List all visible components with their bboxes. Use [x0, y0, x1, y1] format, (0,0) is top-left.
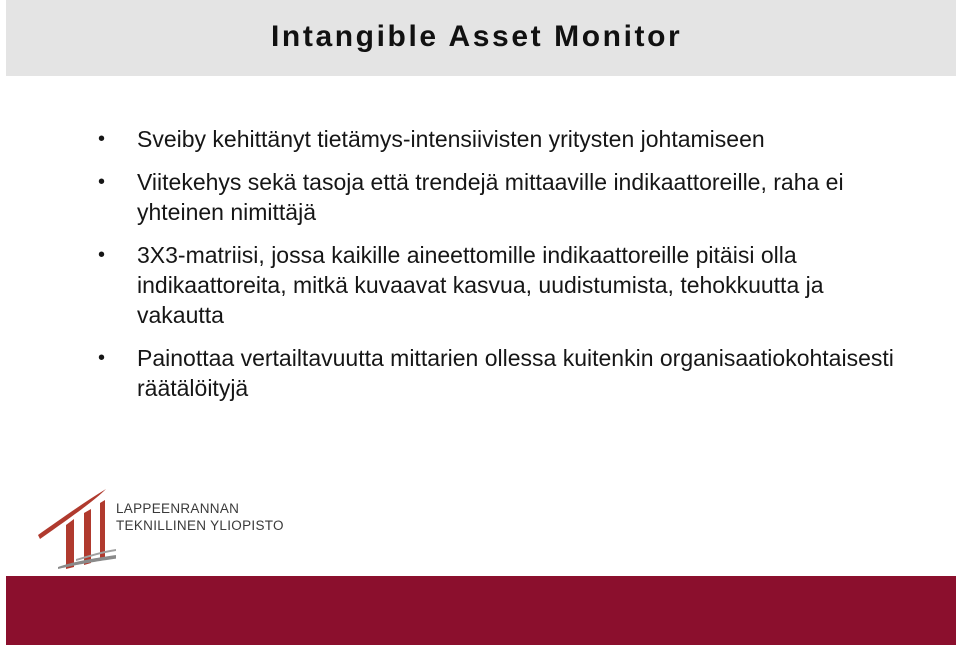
bullet-dot-icon: • [98, 347, 106, 369]
bullet-item [98, 240, 898, 330]
logo-text-line1: LAPPEENRANNAN [116, 501, 240, 516]
bullet-list [98, 124, 898, 416]
footer-bar [6, 576, 956, 645]
bullet-dot-icon: • [98, 171, 106, 193]
slide-title: Intangible Asset Monitor [271, 20, 683, 53]
bullet-item [98, 167, 898, 227]
bullet-text: 3X3-matriisi, jossa kaikille aineettomille indikaattoreille pitäisi olla indikaattoreita, mitkä kuvaavat kasvua, uudistumista, tehokkuutta ja vakautta [137, 242, 824, 328]
title-bar [6, 0, 956, 76]
bullet-item [98, 343, 898, 403]
bullet-text: Viitekehys sekä tasoja että trendejä mittaaville indikaattoreille, raha ei yhteinen nimittäjä [137, 169, 844, 225]
bullet-text: Painottaa vertailtavuutta mittarien ollessa kuitenkin organisaatiokohtaisesti räätälöityjä [137, 345, 894, 401]
bullet-item [98, 124, 898, 154]
bullet-dot-icon: • [98, 244, 106, 266]
bullet-dot-icon: • [98, 128, 106, 150]
logo-text-line2: TEKNILLINEN YLIOPISTO [116, 518, 284, 533]
bullet-text: Sveiby kehittänyt tietämys-intensiivisten yritysten johtamiseen [137, 126, 765, 152]
university-logo [36, 487, 286, 571]
university-emblem-icon [36, 487, 116, 571]
